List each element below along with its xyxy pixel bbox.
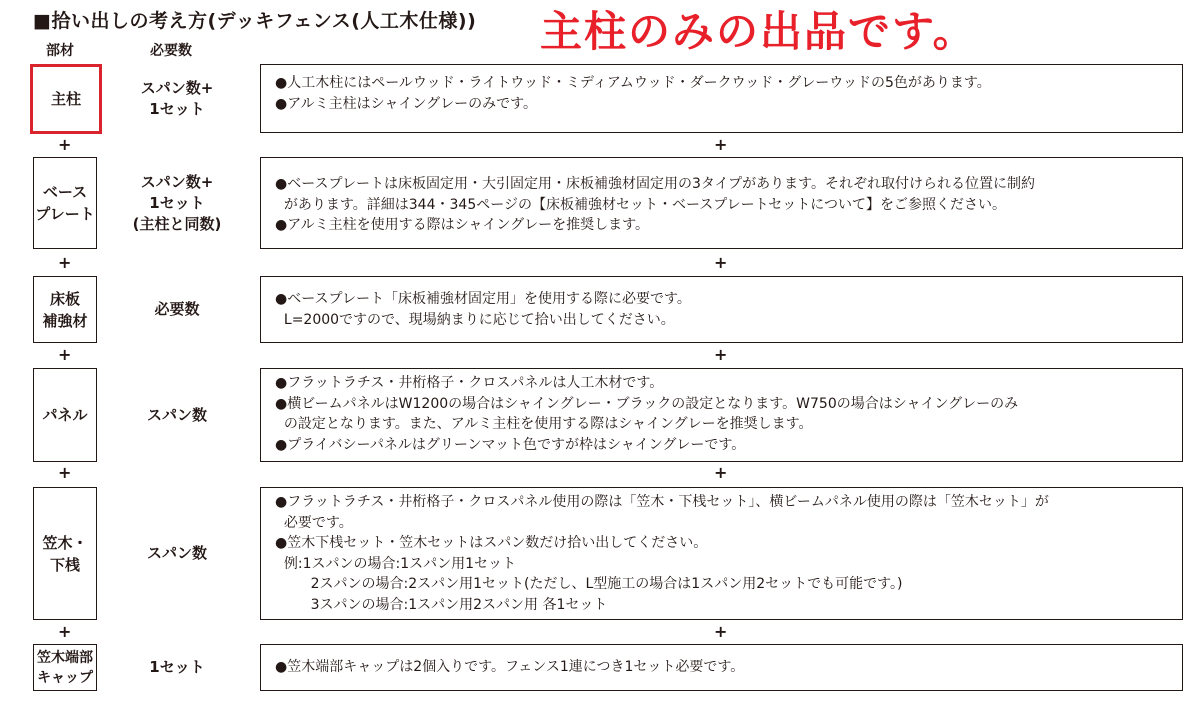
desc-line: ●人工木柱にはペールウッド・ライトウッド・ミディアムウッド・ダークウッド・グレーウッドの5色があります。 (275, 75, 991, 91)
page-title: ■拾い出しの考え方(デッキフェンス(人工木仕様)) (33, 10, 477, 32)
desc-rail-end-cap (260, 644, 1183, 691)
desc-line: 例:1スパンの場合:1スパン用1セット (275, 555, 517, 572)
part-floor-reinforcement: 床板 補強材 (33, 276, 97, 343)
desc-line: ●フラットラチス・井桁格子・クロスパネルは人工木材です。 (275, 375, 664, 391)
desc-top-rail (260, 487, 1183, 620)
desc-line: ●アルミ主柱はシャイングレーのみです。 (275, 95, 537, 112)
desc-line: があります。詳細は344・345ページの【床板補強材セット・ベースプレートセットについて】をご参照ください。 (275, 196, 1006, 213)
plus-sign: + (714, 135, 728, 154)
desc-line: ●ベースプレート「床板補強材固定用」を使用する際に必要です。 (275, 291, 691, 307)
qty-base-plate: スパン数+ 1セット (主柱と同数) (132, 172, 222, 233)
plus-sign: + (714, 622, 728, 641)
plus-sign: + (714, 345, 728, 364)
desc-line: の設定となります。また、アルミ主柱を使用する際はシャイングレーを推奨します。 (275, 416, 813, 432)
plus-sign: + (58, 345, 72, 364)
desc-line: 3スパンの場合:1スパン用2スパン用 各1セット (275, 596, 608, 613)
desc-line: ●ベースプレートは床板固定用・大引固定用・床板補強材固定用の3タイプがあります。それぞれ取付けられる位置に制約 (275, 176, 1036, 192)
column-header-part: 部材 (46, 43, 74, 59)
desc-line: ●笠木下桟セット・笠木セットはスパン数だけ拾い出してください。 (275, 535, 708, 551)
desc-main-post (260, 64, 1183, 133)
column-header-qty: 必要数 (150, 43, 192, 59)
plus-sign: + (714, 463, 728, 482)
part-base-plate: ベース プレート (33, 157, 97, 249)
desc-line: ●アルミ主柱を使用する際はシャイングレーを推奨します。 (275, 217, 649, 233)
desc-line: ●笠木端部キャップは2個入りです。フェンス1連につき1セット必要です。 (275, 659, 745, 675)
desc-line: 2スパンの場合:2スパン用1セット(ただし、L型施工の場合は1スパン用2セットでも可能です。) (275, 576, 903, 592)
part-top-rail: 笠木・ 下桟 (33, 487, 97, 620)
plus-sign: + (58, 622, 72, 641)
desc-floor-reinforcement (260, 276, 1183, 343)
qty-top-rail: スパン数 (146, 544, 207, 562)
desc-line: 必要です。 (275, 514, 353, 531)
desc-line: L=2000ですので、現場納まりに応じて拾い出してください。 (275, 311, 675, 328)
plus-sign: + (58, 135, 72, 154)
part-rail-end-cap: 笠木端部 キャップ (33, 644, 97, 691)
qty-panel: スパン数 (146, 405, 207, 424)
desc-base-plate (260, 157, 1183, 249)
desc-panel (260, 368, 1183, 462)
promo-banner: 主柱のみの出品です。 (540, 7, 977, 56)
desc-line: ●プライバシーパネルはグリーンマット色ですが枠はシャイングレーです。 (275, 436, 746, 453)
desc-line: ●横ビームパネルはW1200の場合はシャイングレー・ブラックの設定となります。W750の場合はシャイングレーのみ (275, 395, 1019, 412)
qty-rail-end-cap: 1セット (149, 658, 205, 676)
part-panel: パネル (33, 368, 97, 462)
plus-sign: + (58, 463, 72, 482)
plus-sign: + (58, 253, 72, 272)
qty-floor-reinforcement: 必要数 (154, 300, 200, 318)
qty-main-post: スパン数+ 1セット (140, 79, 214, 118)
plus-sign: + (714, 253, 728, 272)
part-main-post: 主柱 (30, 64, 102, 134)
desc-line: ●フラットラチス・井桁格子・クロスパネル使用の際は「笠木・下桟セット」、横ビームパネル使用の際は「笠木セット」が (275, 494, 1049, 510)
